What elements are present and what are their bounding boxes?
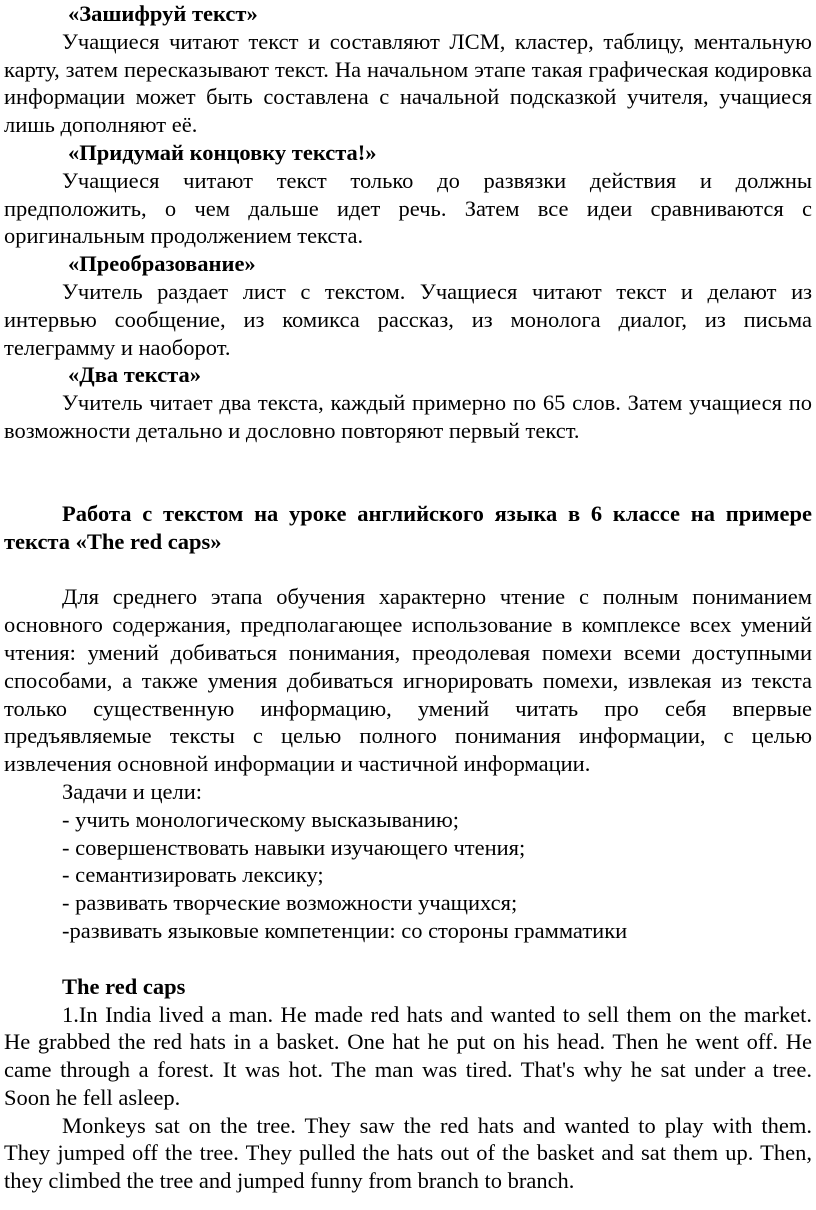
- section-title-encrypt: «Зашифруй текст»: [68, 1, 258, 26]
- section-title-transformation: «Преобразование»: [68, 251, 256, 277]
- section-text-ending: Учащиеся читают текст только до развязки действия и должны предположить, о чем дальше идет речь. Затем все идеи сравниваются с оригинальным продолжением текста.: [4, 167, 812, 249]
- section-title-two-texts: «Два текста»: [68, 362, 202, 388]
- spacer: [4, 945, 812, 973]
- story-paragraph: Monkeys sat on the tree. They saw the red hats and wanted to play with them. They jumped off the tree. They pulled the hats out of the basket and sat them up. Then, they climbed the tree and jumped funny from branch to branch.: [4, 1112, 812, 1194]
- section-title-ending: «Придумай концовку текста!»: [68, 139, 377, 165]
- spacer: [4, 445, 812, 500]
- goal-item: -развивать языковые компетенции: со стороны грамматики: [62, 917, 628, 943]
- goal-item: - развивать творческие возможности учащихся;: [62, 890, 518, 916]
- story-title: The red caps: [62, 973, 186, 999]
- story-paragraph: 1.In India lived a man. He made red hats and wanted to sell them on the market. He grabbed the red hats in a basket. One hat he put on his head. Then he went off. He came through a forest. It was hot. The man was tired. That's why he sat under a tree. Soon he fell asleep.: [4, 1001, 812, 1110]
- intro-paragraph: Для среднего этапа обучения характерно чтение с полным пониманием основного содержания, предполагающее использование в комплексе всех умений чтения: умений добиваться понимания, преодолевая помехи всеми доступными способами, а также умения добиваться игнорировать помехи, извлекая из текста только существенную информацию, умений читать про себя впервые предъявляемые тексты с целью полного понимания информации, с целью извлечения основной информации и частичной информации.: [4, 584, 812, 777]
- main-heading: Работа с текстом на уроке английского языка в 6 классе на примере текста «The red caps»: [4, 500, 812, 554]
- section-text-two-texts: Учитель читает два текста, каждый примерно по 65 слов. Затем учащиеся по возможности детально и дословно повторяют первый текст.: [4, 390, 812, 443]
- section-text-encrypt: Учащиеся читают текст и составляют ЛСМ, кластер, таблицу, ментальную карту, затем пересказывают текст. На начальном этапе такая графическая кодировка информации может быть составлена с начальной подсказкой учителя, учащиеся лишь дополняют её.: [4, 28, 812, 138]
- section-text-transformation: Учитель раздает лист с текстом. Учащиеся читают текст и делают из интервью сообщение, из комикса рассказ, из монолога диалог, из письма телеграмму и наоборот.: [4, 278, 812, 360]
- goal-item: - учить монологическому высказыванию;: [62, 806, 460, 832]
- spacer: [4, 555, 812, 583]
- goal-item: - семантизировать лексику;: [62, 862, 324, 888]
- goals-label: Задачи и цели:: [62, 778, 202, 804]
- goal-item: - совершенствовать навыки изучающего чтения;: [62, 834, 526, 860]
